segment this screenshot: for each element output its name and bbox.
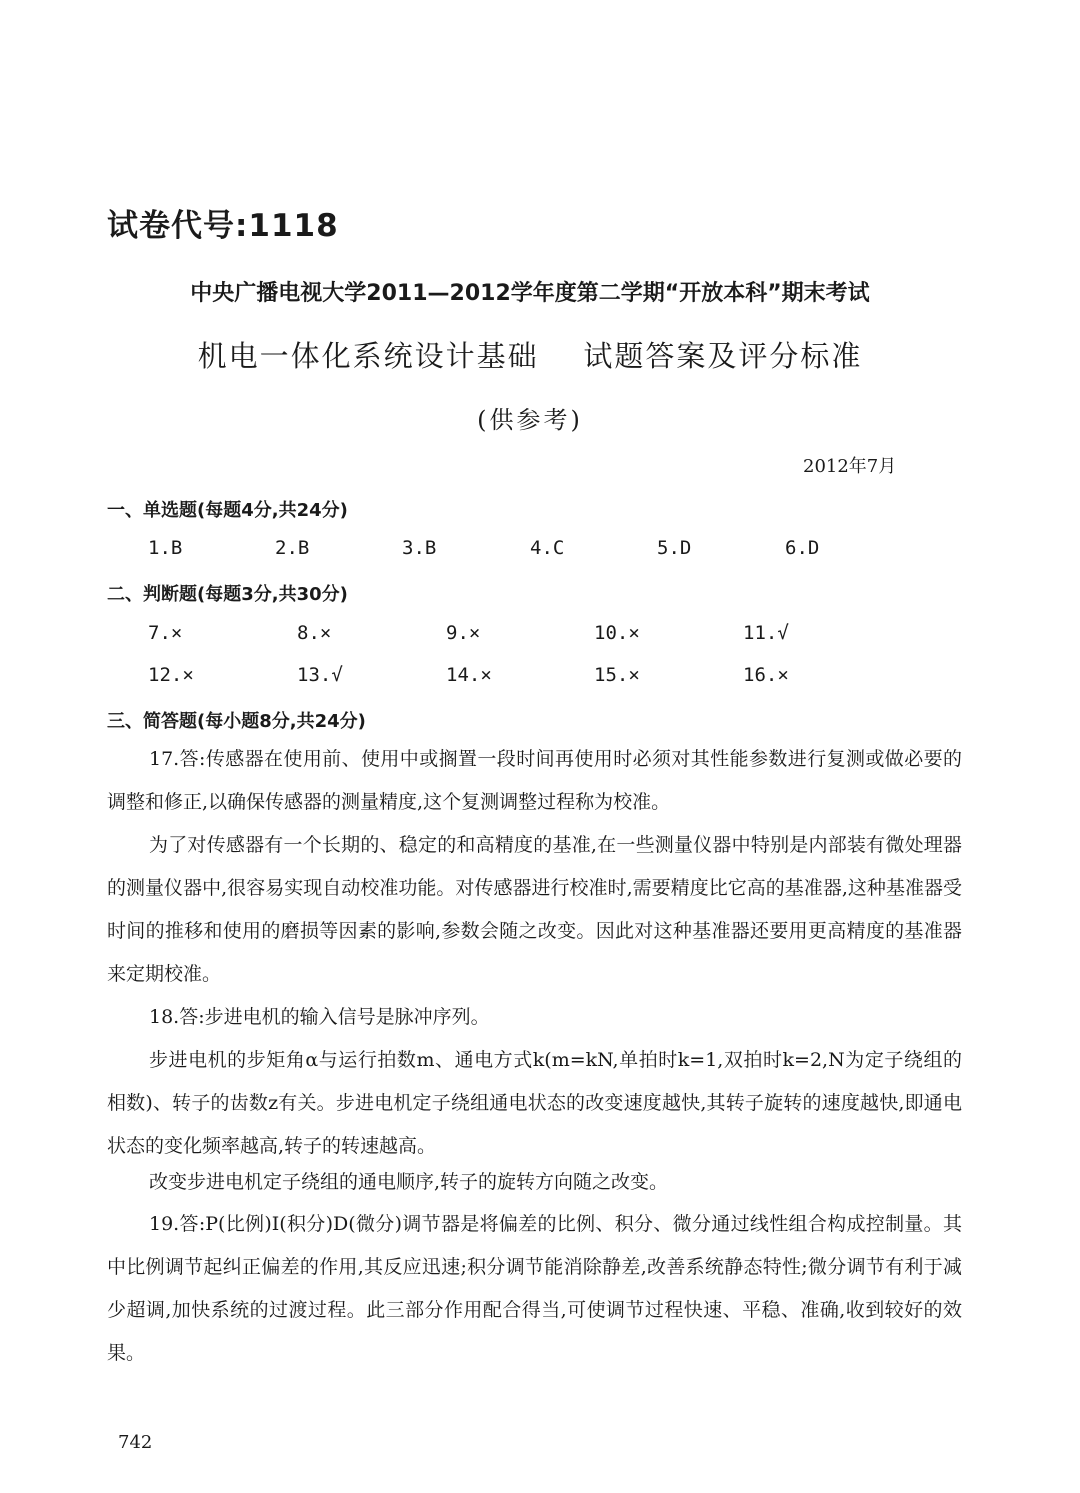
paper-code: 试卷代号:1118 [107, 208, 339, 244]
exam-title: 中央广播电视大学2011—2012学年度第二学期“开放本科”期末考试 [190, 281, 870, 306]
answer-item: 6.D [785, 537, 820, 559]
answer-item: 12.× [148, 664, 194, 686]
answer-paragraph-18-end: 改变步进电机定子绕组的通电顺序,转子的旋转方向随之改变。 [149, 1171, 669, 1193]
answer-item: 2.B [275, 537, 310, 559]
document-title: 机电一体化系统设计基础 试题答案及评分标准 [197, 339, 863, 373]
section-heading-short-answer: 三、简答题(每小题8分,共24分) [107, 711, 366, 732]
answer-item: 10.× [594, 622, 640, 644]
answer-item: 9.× [446, 622, 481, 644]
page-number: 742 [118, 1432, 153, 1453]
answer-item: 11.√ [743, 622, 789, 644]
document-date: 2012年7月 [803, 456, 897, 477]
section-heading-single-choice: 一、单选题(每题4分,共24分) [107, 500, 348, 521]
answer-item: 16.× [743, 664, 789, 686]
answer-paragraph-19: 19.答:P(比例)I(积分)D(微分)调节器是将偏差的比例、积分、微分通过线性组合构成控制量。其中比例调节起纠正偏差的作用,其反应迅速;积分调节能消除静差,改善系统静态特性;微分调节有利于减少超调,加快系统的过渡过程。此三部分作用配合得当,可使调节过程快速、平稳、准确,收到较好的效果。 [107, 1213, 962, 1364]
answer-item: 1.B [148, 537, 183, 559]
answer-item: 14.× [446, 664, 492, 686]
answer-item: 5.D [657, 537, 692, 559]
answer-item: 8.× [297, 622, 332, 644]
answer-paragraph-17: 17.答:传感器在使用前、使用中或搁置一段时间再使用时必须对其性能参数进行复测或做必要的调整和修正,以确保传感器的测量精度,这个复测调整过程称为校准。 [107, 748, 962, 813]
answer-item: 3.B [402, 537, 437, 559]
answer-item: 7.× [148, 622, 183, 644]
answer-item: 13.√ [297, 664, 343, 686]
answer-paragraph-17-cont: 为了对传感器有一个长期的、稳定的和高精度的基准,在一些测量仪器中特别是内部装有微处理器的测量仪器中,很容易实现自动校准功能。对传感器进行校准时,需要精度比它高的基准器,这种基准器受时间的推移和使用的磨损等因素的影响,参数会随之改变。因此对这种基准器还要用更高精度的基准器来定期校准。 [107, 834, 962, 985]
section-heading-true-false: 二、判断题(每题3分,共30分) [107, 584, 348, 605]
reference-note: (供参考) [477, 406, 583, 434]
answer-item: 15.× [594, 664, 640, 686]
answer-item: 4.C [530, 537, 565, 559]
answer-paragraph-18: 18.答:步进电机的输入信号是脉冲序列。 [149, 1006, 490, 1028]
answer-paragraph-18-cont: 步进电机的步矩角α与运行拍数m、通电方式k(m=kN,单拍时k=1,双拍时k=2,N为定子绕组的相数)、转子的齿数z有关。步进电机定子绕组通电状态的改变速度越快,其转子旋转的速度越快,即通电状态的变化频率越高,转子的转速越高。 [107, 1049, 962, 1157]
